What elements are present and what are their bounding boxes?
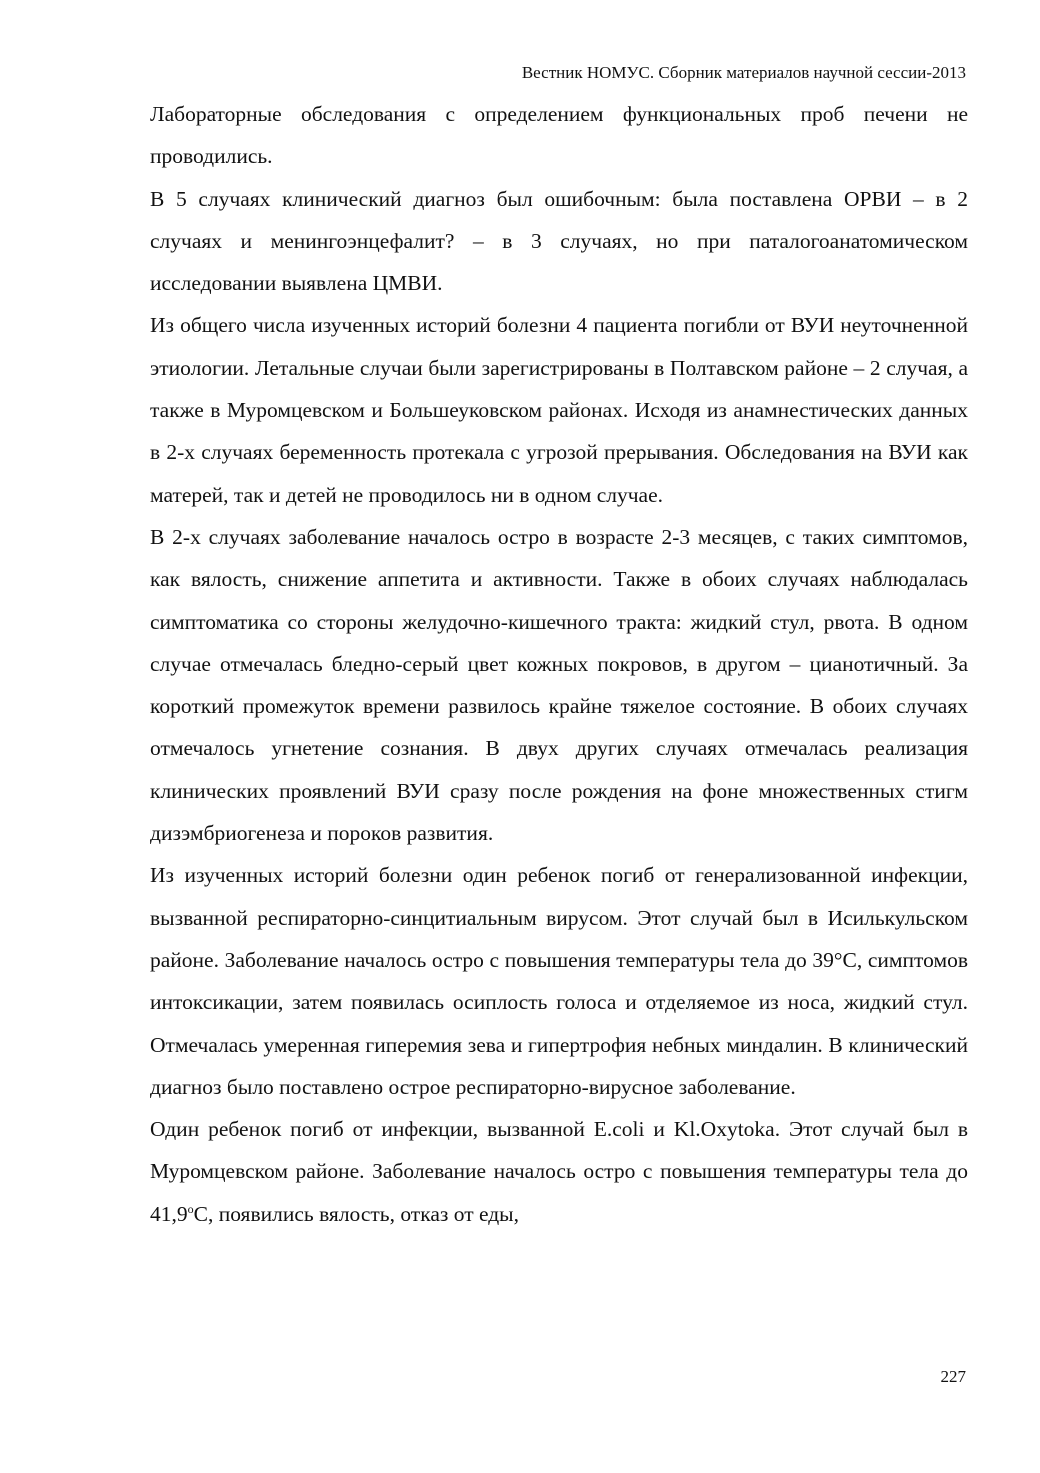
page-number: 227 xyxy=(940,1367,966,1386)
paragraph: В 5 случаях клинический диагноз был ошибочным: была поставлена ОРВИ – в 2 случаях и менингоэнцефалит? – в 3 случаях, но при паталогоанатомическом исследовании выявлена ЦМВИ. xyxy=(150,186,968,296)
paragraph: Из изученных историй болезни один ребенок погиб от генерализованной инфекции, вызванной респираторно-синцитиальным вирусом. Этот случай был в Исилькульском районе. Заболевание началось остро с повышения температуры тела до 39°С, симптомов интоксикации, затем появилась осиплость голоса и отделяемое из носа, жидкий стул. Отмечалась умеренная гиперемия зева и гипертрофия небных миндалин. В клинический диагноз было поставлено острое респираторно-вирусное заболевание. xyxy=(150,863,968,1099)
degree-superscript: о xyxy=(187,1201,194,1216)
paragraph-text: С, появились вялость, отказ от еды, xyxy=(193,1201,519,1226)
article-body xyxy=(150,93,968,1235)
running-header: Вестник НОМУС. Сборник материалов научной сессии-2013 xyxy=(521,63,966,82)
paragraph: Лабораторные обследования с определением функциональных проб печени не проводились. xyxy=(150,102,968,169)
paragraph: В 2-х случаях заболевание началось остро в возрасте 2-3 месяцев, с таких симптомов, как вялость, снижение аппетита и активности. Также в обоих случаях наблюдалась симптоматика со стороны желудочно-кишечного тракта: жидкий стул, рвота. В одном случае отмечалась бледно-серый цвет кожных покровов, в другом – цианотичный. За короткий промежуток времени развилось крайне тяжелое состояние. В обоих случаях отмечалось угнетение сознания. В двух других случаях отмечалась реализация клинических проявлений ВУИ сразу после рождения на фоне множественных стигм дизэмбриогенеза и пороков развития. xyxy=(150,524,968,846)
paragraph: Из общего числа изученных историй болезни 4 пациента погибли от ВУИ неуточненной этиологии. Летальные случаи были зарегистрированы в Полтавском районе – 2 случая, а также в Муромцевском и Большеуковском районах. Исходя из анамнестических данных в 2-х случаях беременность протекала с угрозой прерывания. Обследования на ВУИ как матерей, так и детей не проводилось ни в одном случае. xyxy=(150,313,968,507)
paragraph-text: Один ребенок погиб от инфекции, вызванной E.coli и Kl.Oxytoka. Этот случай был в Муромцевском районе. Заболевание началось остро с повышения температуры тела до 41,9 xyxy=(150,1117,968,1226)
paragraph-last xyxy=(150,1108,968,1235)
